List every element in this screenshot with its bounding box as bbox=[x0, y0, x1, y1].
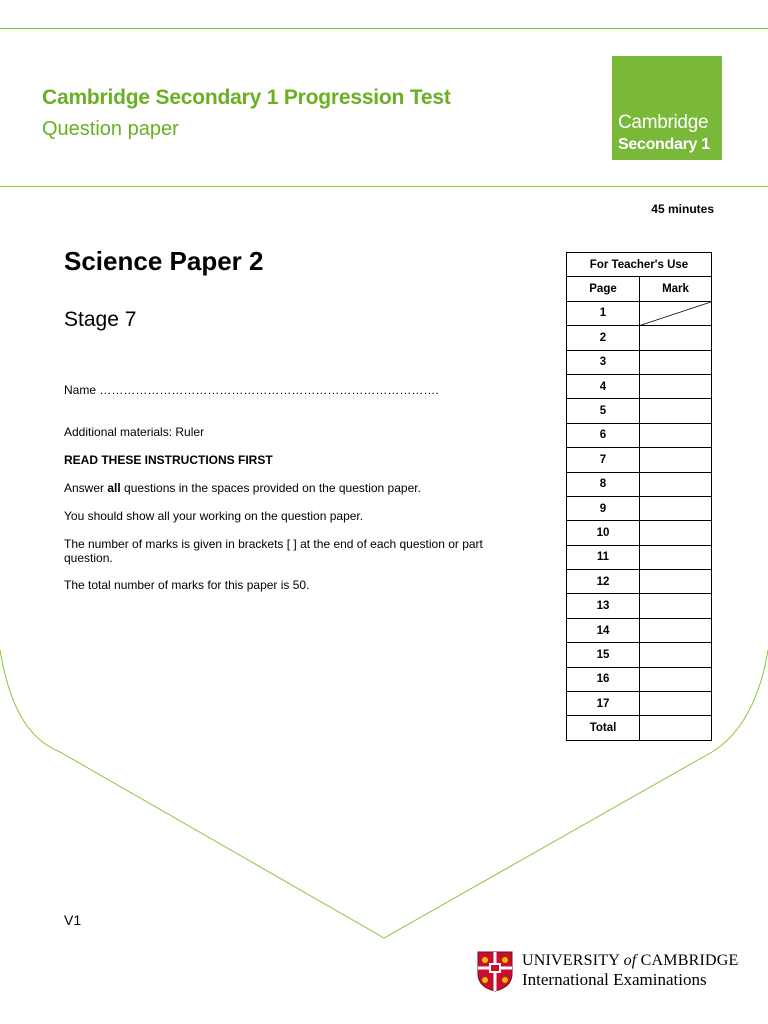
duration: 45 minutes bbox=[651, 202, 714, 216]
page-number-cell: 1 bbox=[567, 301, 640, 325]
col-mark-header: Mark bbox=[640, 277, 712, 301]
page-number-cell: 2 bbox=[567, 326, 640, 350]
page-number-cell: 7 bbox=[567, 448, 640, 472]
page-number-cell: 14 bbox=[567, 618, 640, 642]
page-number-cell: 10 bbox=[567, 521, 640, 545]
paper-title: Science Paper 2 bbox=[64, 246, 264, 276]
instruction-3: The number of marks is given in brackets [ ] at the end of each question or part question. bbox=[64, 537, 483, 565]
instruction-4: The total number of marks for this paper is 50. bbox=[64, 578, 310, 592]
name-dots: …………………………………………………………………………. bbox=[99, 383, 439, 397]
uni-name-a: UNIVERSITY bbox=[522, 952, 624, 969]
version-label: V1 bbox=[64, 912, 82, 928]
total-label: Total bbox=[567, 716, 640, 740]
university-crest-icon bbox=[476, 950, 514, 992]
page-number-cell: 9 bbox=[567, 496, 640, 520]
page-number-cell: 17 bbox=[567, 692, 640, 716]
additional-materials: Additional materials: Ruler bbox=[64, 425, 205, 439]
page-number-cell: 5 bbox=[567, 399, 640, 423]
stage-label: Stage 7 bbox=[64, 308, 137, 331]
page-number-cell: 3 bbox=[567, 350, 640, 374]
international-examinations: International Examinations bbox=[522, 970, 707, 989]
page-number-cell: 4 bbox=[567, 374, 640, 398]
university-name bbox=[522, 952, 738, 970]
instruction-1-post: questions in the spaces provided on the question paper. bbox=[120, 481, 421, 495]
page-number-cell: 12 bbox=[567, 570, 640, 594]
col-page-header: Page bbox=[567, 277, 640, 301]
page-number-cell: 6 bbox=[567, 423, 640, 447]
instruction-2: You should show all your working on the question paper. bbox=[64, 509, 364, 523]
name-label: Name bbox=[64, 383, 97, 397]
page-number-cell: 13 bbox=[567, 594, 640, 618]
uni-name-of: of bbox=[623, 952, 637, 969]
instruction-1-bold: all bbox=[107, 481, 121, 495]
page-number-cell: 8 bbox=[567, 472, 640, 496]
page-number-cell: 11 bbox=[567, 545, 640, 569]
header-title: Cambridge Secondary 1 Progression Test bbox=[42, 86, 451, 109]
instructions-heading: READ THESE INSTRUCTIONS FIRST bbox=[64, 453, 273, 467]
page-number-cell: 16 bbox=[567, 667, 640, 691]
header-subtitle: Question paper bbox=[42, 118, 179, 140]
uni-name-b: CAMBRIDGE bbox=[636, 952, 739, 969]
logo-line1: Cambridge bbox=[618, 112, 709, 133]
instruction-1-pre: Answer bbox=[64, 481, 108, 495]
logo-line2: Secondary 1 bbox=[618, 136, 710, 153]
page-number-cell: 15 bbox=[567, 643, 640, 667]
table-heading: For Teacher's Use bbox=[567, 253, 712, 277]
